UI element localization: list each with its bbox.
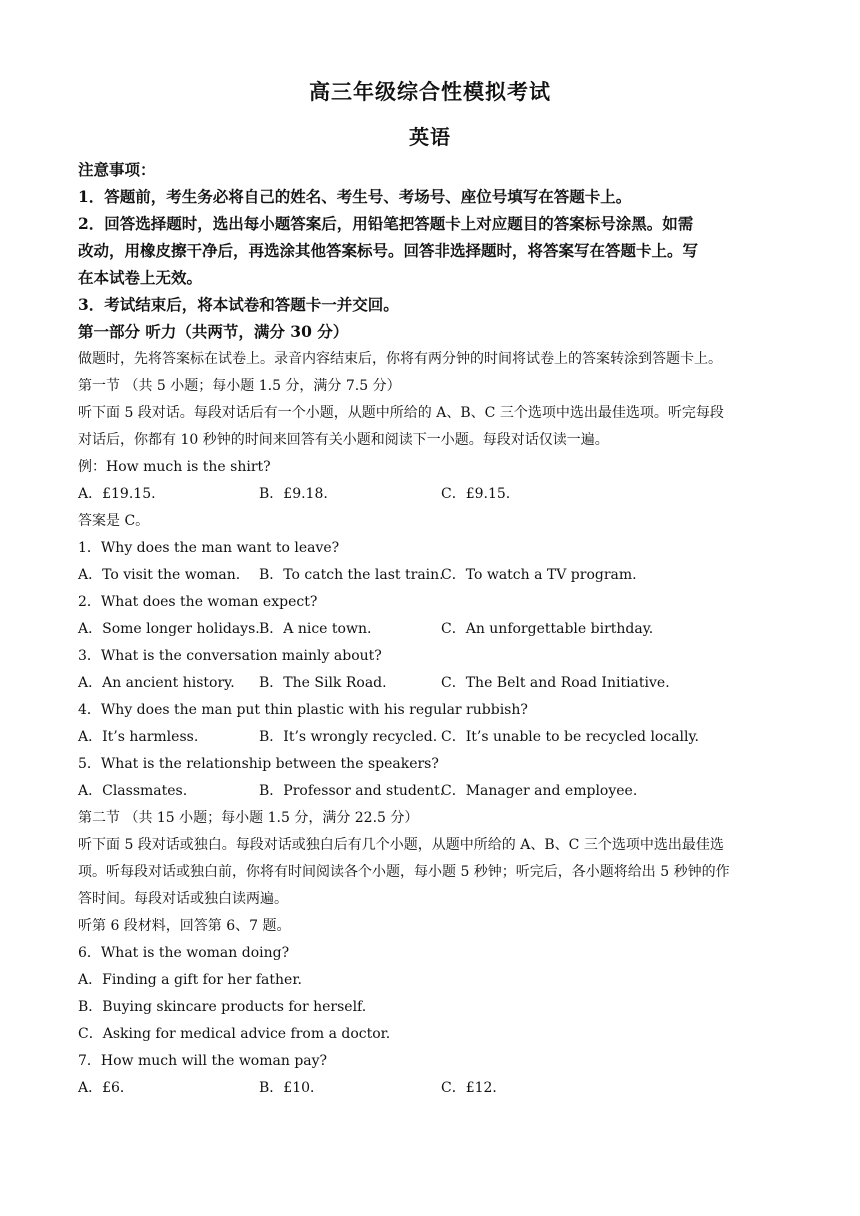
section1-instruction: 听下面 5 段对话。每段对话后有一个小题，从题中所给的 A、B、C 三个选项中选出最佳选项。听完每段 [78,405,724,421]
section1-instruction: 对话后，你都有 10 秒钟的时间来回答有关小题和阅读下一小题。每段对话仅读一遍。 [78,432,609,448]
example-answer: 答案是 C。 [78,513,150,529]
q4-option-b: B．It’s wrongly recycled. [259,729,438,745]
q2-option-a: A．Some longer holidays. [78,621,260,637]
notice-item: 2．回答选择题时，选出每小题答案后，用铅笔把答题卡上对应题目的答案标号涂黑。如需 [78,214,694,233]
q6-option-c: C．Asking for medical advice from a doctor. [78,1026,391,1042]
q5-option-c: C．Manager and employee. [441,783,638,799]
notice-item: 1．答题前，考生务必将自己的姓名、考生号、考场号、座位号填写在答题卡上。 [78,187,632,206]
example-option-c: C．£9.15. [441,486,511,502]
question-7: 7．How much will the woman pay? [78,1053,328,1069]
section2-instruction: 听下面 5 段对话或独白。每段对话或独白后有几个小题，从题中所给的 A、B、C 三个选项中选出最佳选 [78,837,724,853]
part1-heading: 第一部分 听力（共两节，满分 30 分） [78,322,349,341]
q3-option-c: C．The Belt and Road Initiative. [441,675,670,691]
question-3: 3．What is the conversation mainly about? [78,648,382,664]
q5-option-b: B．Professor and student. [259,783,445,799]
example-option-a: A．£19.15. [78,486,156,502]
q1-option-a: A．To visit the woman. [78,567,241,583]
q4-option-c: C．It’s unable to be recycled locally. [441,729,700,745]
question-2: 2．What does the woman expect? [78,594,318,610]
question-1: 1．Why does the man want to leave? [78,540,340,556]
exam-subject: 英语 [409,125,451,149]
q2-option-c: C．An unforgettable birthday. [441,621,654,637]
section1-heading: 第一节 （共 5 小题；每小题 1.5 分，满分 7.5 分） [78,378,401,394]
q4-option-a: A．It’s harmless. [78,729,199,745]
q5-option-a: A．Classmates. [78,783,188,799]
q3-option-b: B．The Silk Road. [259,675,387,691]
question-6: 6．What is the woman doing? [78,945,290,961]
q6-option-b: B．Buying skincare products for herself. [78,999,367,1015]
section2-heading: 第二节 （共 15 小题；每小题 1.5 分，满分 22.5 分） [78,810,419,826]
notice-item: 3．考试结束后，将本试卷和答题卡一并交回。 [78,295,399,314]
example-option-b: B．£9.18. [259,486,328,502]
notice-item: 改动，用橡皮擦干净后，再选涂其他答案标号。回答非选择题时，将答案写在答题卡上。写 [78,241,699,260]
q6-option-a: A．Finding a gift for her father. [78,972,302,988]
q7-option-c: C．£12． [441,1080,507,1096]
example-question: 例：How much is the shirt? [78,459,271,475]
q1-option-b: B．To catch the last train. [259,567,444,583]
section2-instruction: 答时间。每段对话或独白读两遍。 [78,891,288,907]
q7-option-a: A．£6． [78,1080,134,1096]
exam-title: 高三年级综合性模拟考试 [309,79,551,104]
notice-heading: 注意事项： [78,160,156,179]
question-4: 4．Why does the man put thin plastic with his regular rubbish? [78,702,528,718]
q3-option-a: A．An ancient history. [78,675,235,691]
part1-instruction: 做题时，先将答案标在试卷上。录音内容结束后，你将有两分钟的时间将试卷上的答案转涂到答题卡上。 [78,351,722,367]
question-5: 5．What is the relationship between the speakers? [78,756,439,772]
q2-option-b: B．A nice town. [259,621,372,637]
q1-option-c: C．To watch a TV program. [441,567,637,583]
notice-item: 在本试卷上无效。 [78,268,203,287]
q7-option-b: B．£10． [259,1080,325,1096]
section2-instruction: 项。听每段对话或独白前，你将有时间阅读各个小题，每小题 5 秒钟；听完后，各小题将给出 5 秒钟的作 [78,864,730,880]
material-6-heading: 听第 6 段材料，回答第 6、7 题。 [78,918,291,934]
